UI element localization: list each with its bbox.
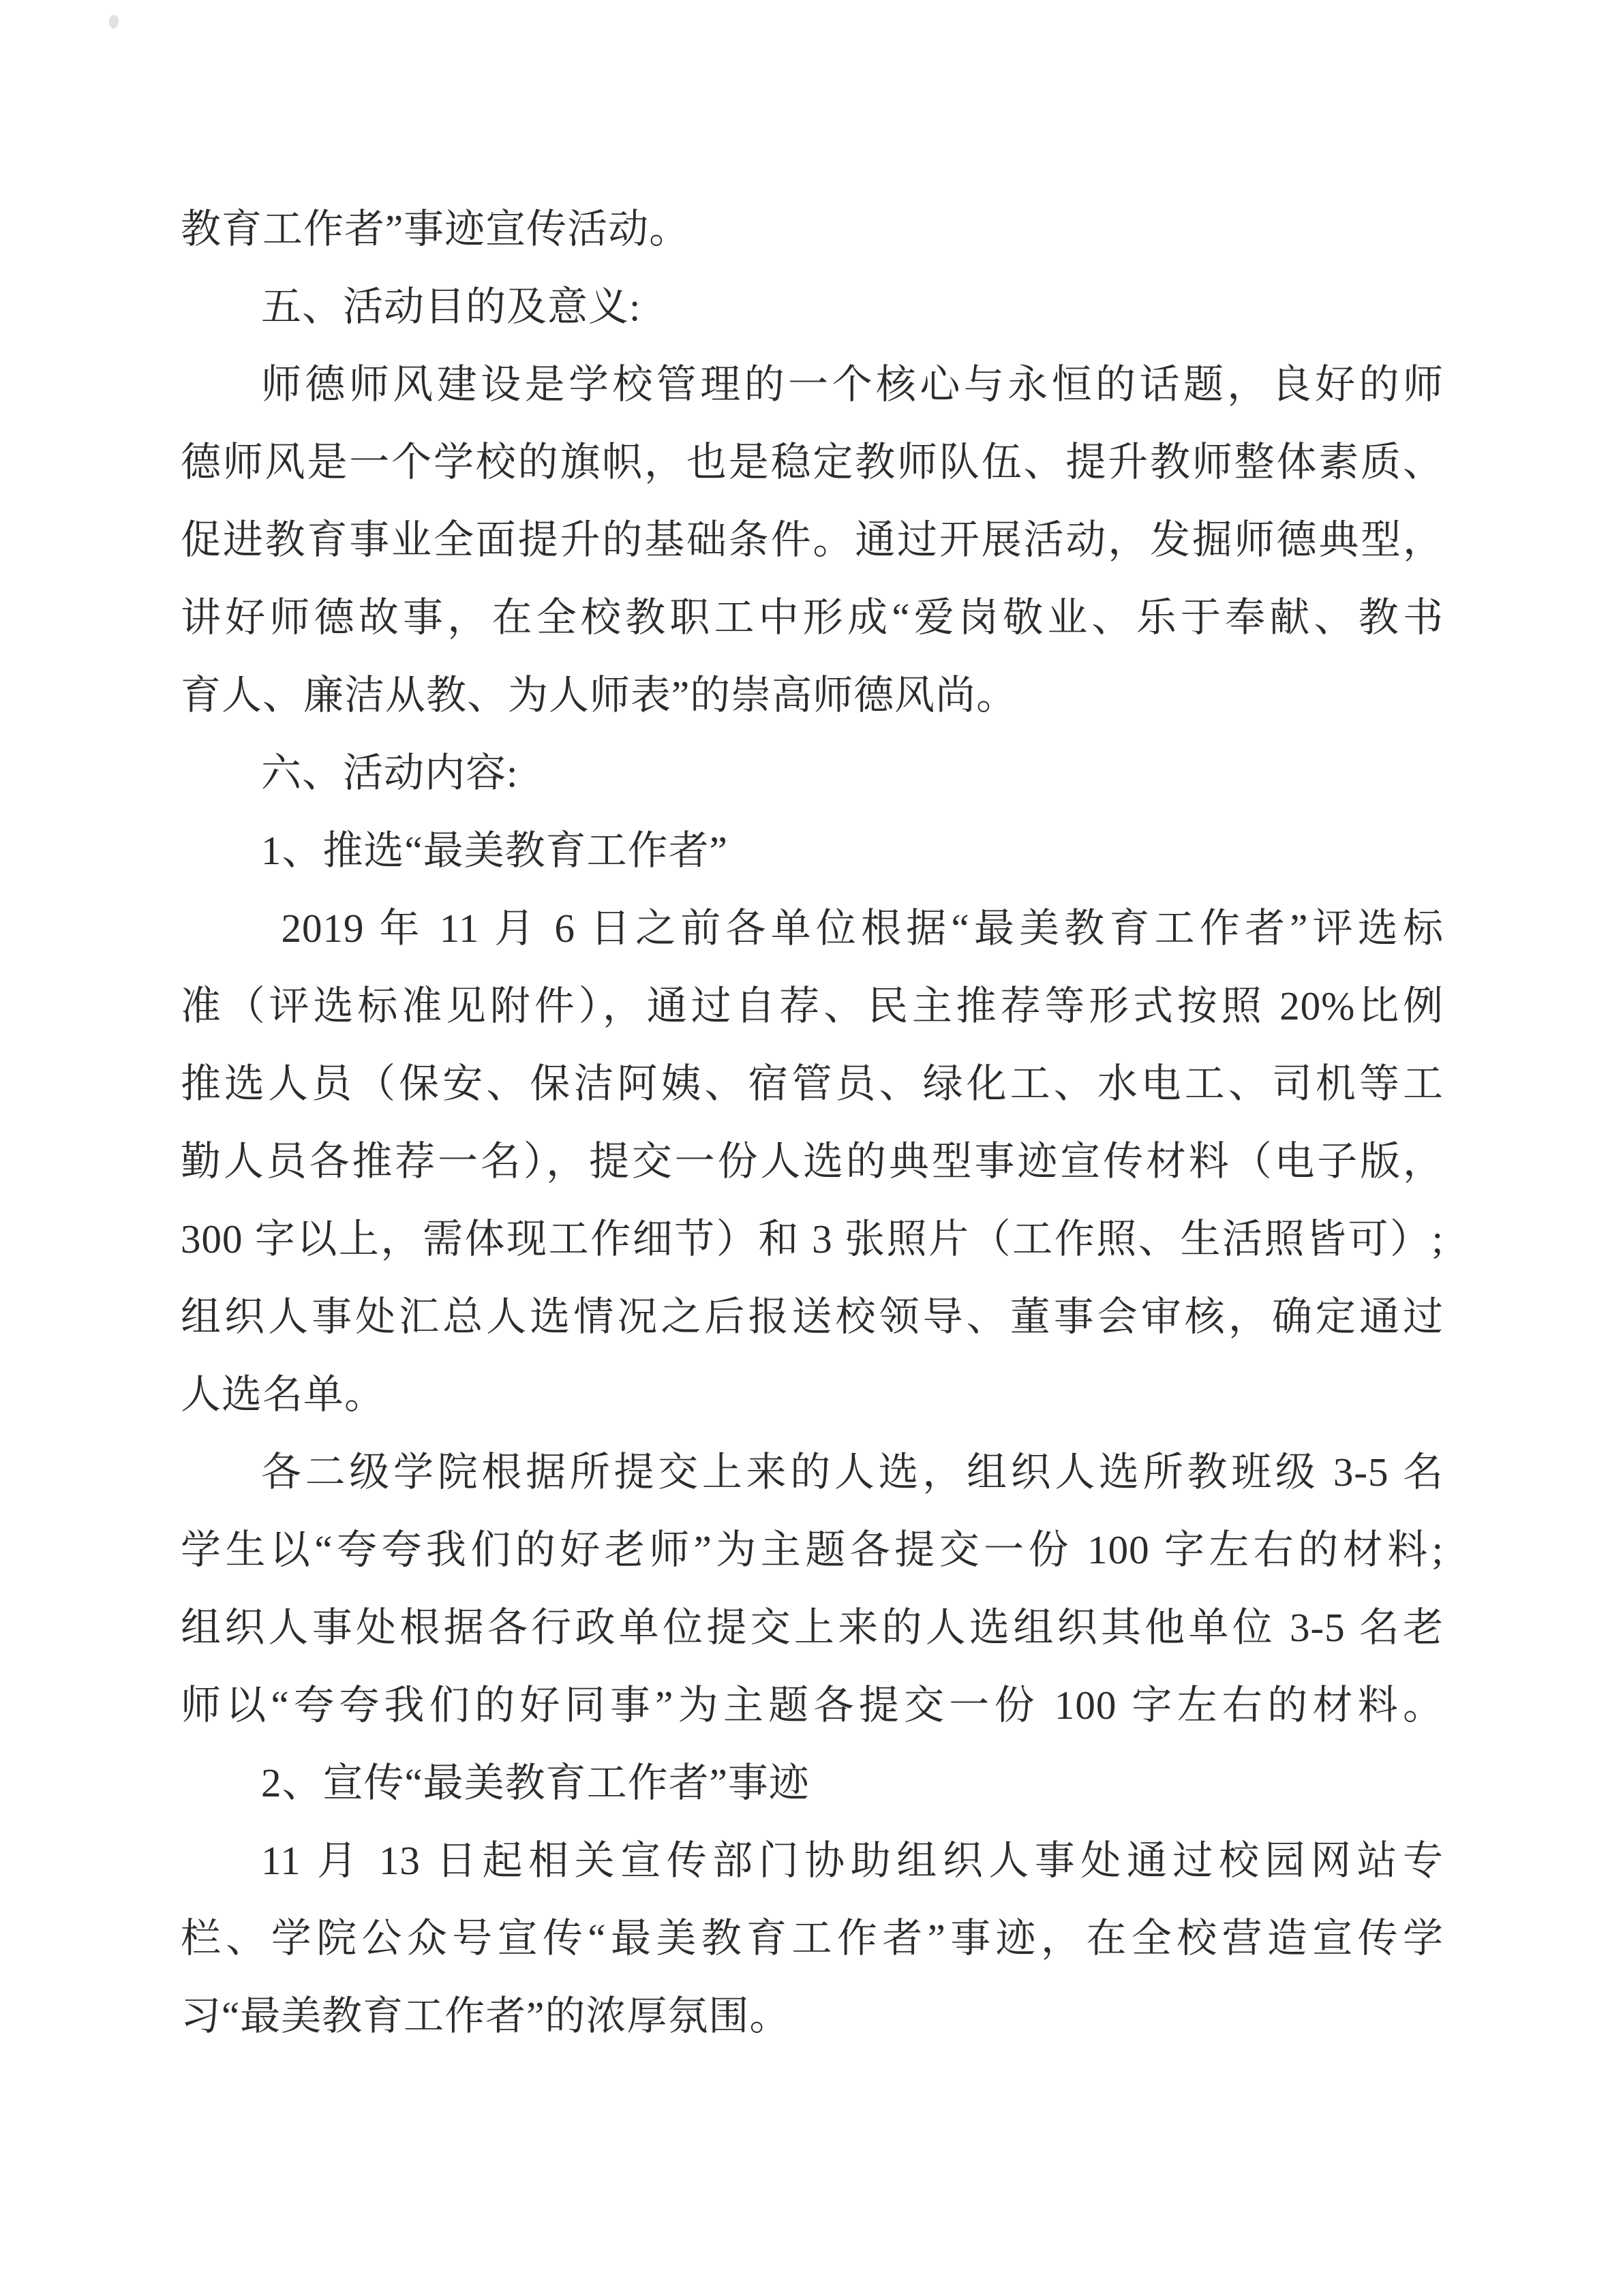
document-line: 组织人事处汇总人选情况之后报送校领导、董事会审核，确定通过 <box>181 1294 1444 1339</box>
document-line: 五、活动目的及意义: <box>261 284 641 329</box>
scan-speck <box>109 15 119 29</box>
document-line: 2019 年 11 月 6 日之前各单位根据“最美教育工作者”评选标 <box>281 906 1444 951</box>
document-line: 各二级学院根据所提交上来的人选，组织人选所教班级 3-5 名 <box>261 1450 1444 1495</box>
document-line: 促进教育事业全面提升的基础条件。通过开展活动，发掘师德典型， <box>181 517 1444 562</box>
document-line: 师以“夸夸我们的好同事”为主题各提交一份 100 字左右的材料。 <box>181 1683 1444 1728</box>
document-line: 学生以“夸夸我们的好老师”为主题各提交一份 100 字左右的材料; <box>181 1527 1444 1572</box>
document-line: 1、推选“最美教育工作者” <box>261 828 728 873</box>
document-line: 师德师风建设是学校管理的一个核心与永恒的话题，良好的师 <box>261 362 1444 407</box>
document-line: 推选人员（保安、保洁阿姨、宿管员、绿化工、水电工、司机等工 <box>181 1061 1444 1106</box>
document-line: 六、活动内容: <box>261 750 519 795</box>
document-text-block <box>181 190 1444 2055</box>
document-line: 勤人员各推荐一名），提交一份人选的典型事迹宣传材料（电子版， <box>181 1139 1444 1184</box>
document-line: 教育工作者”事迹宣传活动。 <box>181 206 691 251</box>
document-line: 讲好师德故事，在全校教职工中形成“爱岗敬业、乐于奉献、教书 <box>181 595 1444 640</box>
document-line: 组织人事处根据各行政单位提交上来的人选组织其他单位 3-5 名老 <box>181 1605 1444 1650</box>
document-line: 育人、廉洁从教、为人师表”的崇高师德风尚。 <box>181 673 1018 718</box>
document-line: 2、宣传“最美教育工作者”事迹 <box>261 1760 810 1805</box>
document-line: 11 月 13 日起相关宣传部门协助组织人事处通过校园网站专 <box>261 1838 1444 1883</box>
document-line: 习“最美教育工作者”的浓厚氛围。 <box>181 1993 791 2038</box>
document-line: 准（评选标准见附件），通过自荐、民主推荐等形式按照 20%比例 <box>181 983 1444 1028</box>
document-line: 300 字以上，需体现工作细节）和 3 张照片（工作照、生活照皆可）; <box>181 1216 1444 1261</box>
document-line: 栏、学院公众号宣传“最美教育工作者”事迹，在全校营造宣传学 <box>181 1916 1444 1961</box>
document-line: 德师风是一个学校的旗帜，也是稳定教师队伍、提升教师整体素质、 <box>181 440 1444 485</box>
document-line: 人选名单。 <box>181 1372 386 1417</box>
